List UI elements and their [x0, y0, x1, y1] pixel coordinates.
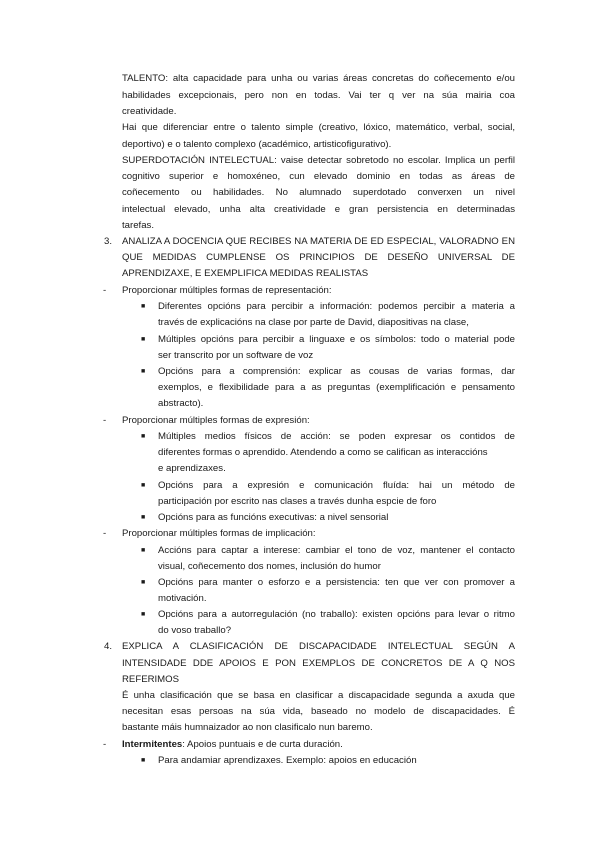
- answer-4-line-1: É unha clasificación que se basa en clasificar a discapacidade segunda a axuda que: [122, 690, 515, 701]
- answer-4-line-3: bastante máis humnaizador ao non clasificalo nun baremo.: [122, 722, 373, 733]
- representacion-item-1-line-2: través de explicacións na clase por parte de David, diapositivas na clase,: [158, 317, 469, 328]
- question-4-line-1: EXPLICA A CLASIFICACIÓN DE DISCAPACIDADE INTELECTUAL SEGÚN A: [122, 641, 515, 652]
- superdotacion-line-5: tarefas.: [122, 220, 154, 231]
- question-4-line-3: REFERIMOS: [122, 674, 180, 685]
- square-bullet-icon: ■: [141, 482, 146, 489]
- expresion-item-1-line-3: e aprendizaxes.: [158, 463, 226, 474]
- implicacion-item-3-line-2: do voso traballo?: [158, 625, 232, 636]
- square-bullet-icon: ■: [141, 547, 146, 554]
- square-bullet-icon: ■: [141, 514, 146, 521]
- talento-line-5: deportivo) e o talento complexo (académico, artisticofigurativo).: [122, 139, 392, 150]
- representacion-item-1-line-1: Diferentes opcións para percibir a información: podemos percibir a materia a: [158, 301, 515, 312]
- square-bullet-icon: ■: [141, 433, 146, 440]
- expresion-item-2-line-2: participación por escrito nas clases a través dunha espcie de foro: [158, 496, 437, 507]
- square-bullet-icon: ■: [141, 303, 146, 310]
- implicacion-item-1-line-2: visual, coñecemento dos nomes, inclusión do humor: [158, 561, 381, 572]
- implicacion-item-1-line-1: Accións para captar a interese: cambiar el tono de voz, mantener el contacto: [158, 545, 515, 556]
- square-bullet-icon: ■: [141, 611, 146, 618]
- talento-line-1: TALENTO: alta capacidade para unha ou varias áreas concretas do coñecemento e/ou: [122, 73, 515, 84]
- talento-line-2: habilidades excepcionais, pero non en todas. Vai ter q ver na súa mairia coa: [122, 90, 515, 101]
- talento-line-4: Hai que diferenciar entre o talento simple (creativo, lóxico, matemático, verbal, social,: [122, 122, 515, 133]
- expresion-item-3: Opcións para as funcións executivas: a nivel sensorial: [158, 512, 389, 523]
- question-4-number: 4.: [104, 641, 113, 652]
- question-3-line-3: APRENDIZAXE, E EXEMPLIFICA MEDIDAS REALISTAS: [122, 268, 369, 279]
- talento-line-3: creatividade.: [122, 106, 177, 117]
- representacion-item-3-line-1: Opcións para a comprensión: explicar as cousas de varias formas, dar: [158, 366, 515, 377]
- implicacion-item-3-line-1: Opcións para a autorregulación (no traballo): existen opcións para levar o ritmo: [158, 609, 515, 620]
- superdotacion-line-3: coñecemento ou habilidades. No alumnado superdotado converxen un nivel: [122, 187, 515, 198]
- implicacion-item-2-line-1: Opcións para manter o esforzo e a persistencia: ten que ver con promover a: [158, 577, 515, 588]
- question-4-line-2: INTENSIDADE DDE APOIOS E PON EXEMPLOS DE CONCRETOS DE A Q NOS: [122, 658, 515, 669]
- expresion-item-1-line-1: Múltiples medios físicos de acción: se poden expresar os contidos de: [158, 431, 515, 442]
- representacion-item-2-line-1: Múltiples opcións para percibir a linguaxe e os símbolos: todo o material pode: [158, 334, 515, 345]
- question-3-line-1: ANALIZA A DOCENCIA QUE RECIBES NA MATERIA DE ED ESPECIAL, VALORADNO EN: [122, 236, 515, 247]
- square-bullet-icon: ■: [141, 579, 146, 586]
- section-representacion-title: Proporcionar múltiples formas de representación:: [122, 285, 332, 296]
- square-bullet-icon: ■: [141, 336, 146, 343]
- square-bullet-icon: ■: [141, 757, 146, 764]
- intermitentes-desc: : Apoios puntuais e de curta duración.: [182, 739, 343, 750]
- superdotacion-line-4: intelectual elevado, unha alta creatividade e gran persistencia en determinadas: [122, 204, 515, 215]
- section-implicacion-title: Proporcionar múltiples formas de implicación:: [122, 528, 316, 539]
- dash-marker: -: [103, 285, 107, 296]
- dash-marker: -: [103, 528, 107, 539]
- representacion-item-2-line-2: ser transcrito por un software de voz: [158, 350, 314, 361]
- question-3-number: 3.: [104, 236, 113, 247]
- superdotacion-line-2: cognitivo superior e homoxéneo, cun elevado dominio en todas as áreas de: [122, 171, 515, 182]
- section-expresion-title: Proporcionar múltiples formas de expresión:: [122, 415, 310, 426]
- representacion-item-3-line-3: abstracto).: [158, 398, 204, 409]
- answer-4-line-2: necesitan esas persoas na súa vida, baseado no modelo de discapacidades. É: [122, 706, 515, 717]
- representacion-item-3-line-2: exemplos, e flexibilidade para a as preguntas (exemplificación e pensamento: [158, 382, 515, 393]
- dash-marker: -: [103, 739, 107, 750]
- square-bullet-icon: ■: [141, 368, 146, 375]
- intermitentes-term: Intermitentes: [122, 739, 183, 750]
- expresion-item-1-line-2: diferentes formas o aprendido. Atendendo a como se califican as interaccións: [158, 447, 488, 458]
- intermitentes-item-1: Para andamiar aprendizaxes. Exemplo: apoios en educación: [158, 755, 417, 766]
- implicacion-item-2-line-2: motivación.: [158, 593, 207, 604]
- superdotacion-line-1: SUPERDOTACIÓN INTELECTUAL: vaise detectar sobretodo no escolar. Implica un perfil: [122, 155, 515, 166]
- expresion-item-2-line-1: Opcións para a expresión e comunicación fluída: hai un método de: [158, 480, 515, 491]
- dash-marker: -: [103, 415, 107, 426]
- question-3-line-2: QUE MEDIDAS CUMPLENSE OS PRINCIPIOS DE DESEÑO UNIVERSAL DE: [122, 252, 515, 263]
- intermitentes-line: [122, 737, 343, 753]
